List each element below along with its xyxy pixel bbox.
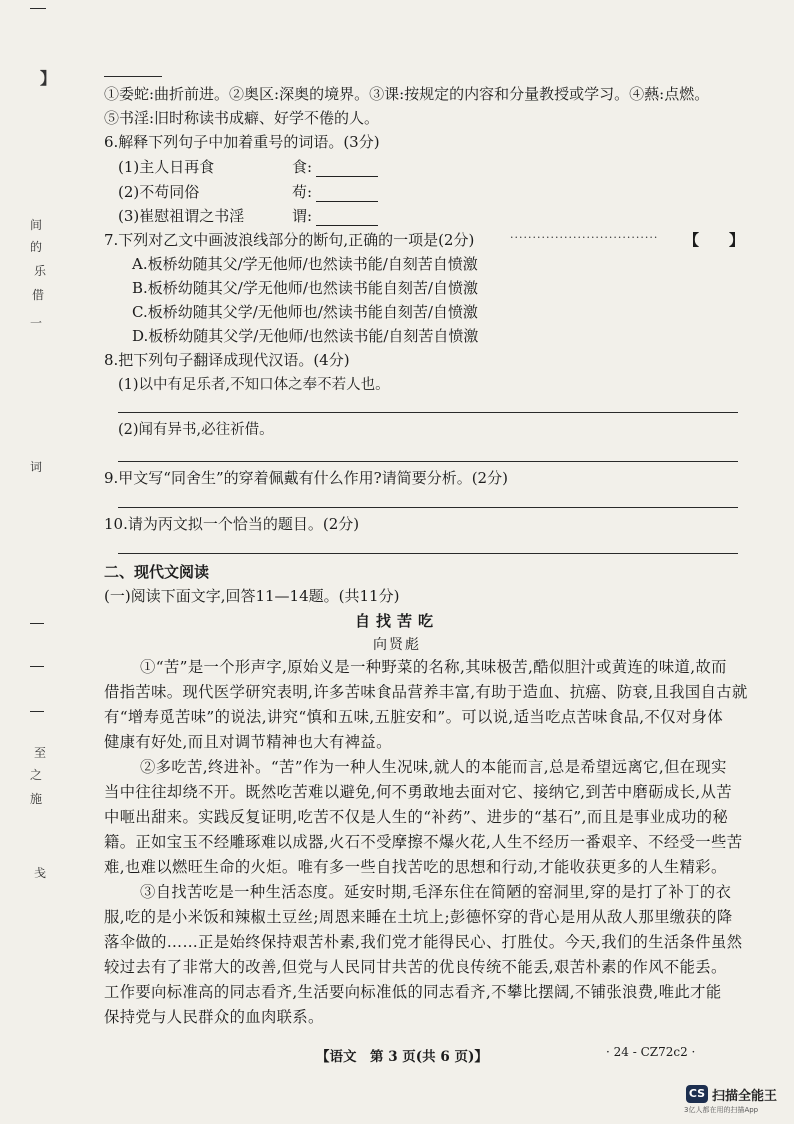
margin-char: 一 xyxy=(30,316,43,330)
answer-line[interactable] xyxy=(118,461,738,462)
q8-sentence-2: (2)闻有异书,必往祈借。 xyxy=(118,422,274,438)
answer-line[interactable] xyxy=(118,507,738,508)
para1-line: 有“增寿觅苦味”的说法,讲究“慎和五味,五脏安和”。可以说,适当吃点苦味食品,不仅对身体 xyxy=(104,708,724,726)
margin-char: 至 xyxy=(34,746,47,760)
q6-word: 食: xyxy=(292,158,313,176)
answer-line[interactable] xyxy=(118,553,738,554)
margin-char: 间 xyxy=(30,218,43,232)
answer-blank[interactable] xyxy=(316,209,378,226)
para1-line: ①“苦”是一个形声字,原始义是一种野菜的名称,其味极苦,酷似胆汁或黄连的味道,故而 xyxy=(140,658,727,676)
q7-option-b[interactable]: B.板桥幼随其父/学无他师/也然读书能自刻苦/自愤激 xyxy=(132,279,478,297)
para3-line: 工作要向标准高的同志看齐,生活要向标准低的同志看齐,不攀比摆阔,不铺张浪费,唯此才能 xyxy=(104,983,722,1001)
margin-char: 借 xyxy=(32,288,45,302)
margin-bracket: 】 xyxy=(40,69,57,88)
q6-stem: 6.解释下列句子中加着重号的词语。(3分) xyxy=(104,133,380,151)
section2-heading: 二、现代文阅读 xyxy=(104,563,210,581)
q8-sentence-1: (1)以中有足乐者,不知口体之奉不若人也。 xyxy=(118,377,390,393)
para2-line: 当中往往却绕不开。既然吃苦难以避免,何不勇敢地去面对它、接纳它,到苦中磨砺成长,从苦 xyxy=(104,783,732,801)
margin-dash xyxy=(30,711,44,712)
para2-line: 中咂出甜来。实践反复证明,吃苦不仅是人生的“补药”、进步的“基石”,而且是事业成功的秘 xyxy=(104,808,729,826)
page-footer: 【语文 第 3 页(共 6 页)】 xyxy=(316,1049,488,1065)
para3-line: 保持党与人民群众的血肉联系。 xyxy=(104,1008,324,1026)
q6-sentence: (3)崔慰祖谓之书淫 xyxy=(118,207,245,225)
q7-leader-dots: ································· xyxy=(510,231,659,244)
answer-line[interactable] xyxy=(118,412,738,413)
margin-char: 的 xyxy=(30,240,43,254)
notes-line-2: ⑤书淫:旧时称读书成癖、好学不倦的人。 xyxy=(104,109,380,127)
margin-dash xyxy=(30,666,44,667)
q6-word: 谓: xyxy=(292,207,313,225)
answer-blank[interactable] xyxy=(316,185,378,202)
margin-char: 施 xyxy=(30,792,43,806)
scanner-brand: 扫描全能王 xyxy=(712,1089,778,1104)
q8-stem: 8.把下列句子翻译成现代汉语。(4分) xyxy=(104,351,350,369)
q6-item-2 xyxy=(118,182,199,202)
answer-blank[interactable] xyxy=(316,160,378,177)
q10-stem: 10.请为丙文拟一个恰当的题目。(2分) xyxy=(104,515,360,533)
paper-code: · 24 - CZ72c2 · xyxy=(606,1045,696,1059)
q6-item-1 xyxy=(118,157,214,177)
para3-line: 落伞做的……正是始终保持艰苦朴素,我们党才能得民心、打胜仗。今天,我们的生活条件虽然 xyxy=(104,933,743,951)
q7-answer-bracket[interactable]: 【 】 xyxy=(684,231,745,249)
q6-answer-3[interactable] xyxy=(292,206,378,226)
para1-line: 健康有好处,而且对调节精神也大有裨益。 xyxy=(104,733,392,751)
q7-option-d[interactable]: D.板桥幼随其父学/无他师/也然读书能/自刻苦自愤激 xyxy=(132,327,479,345)
margin-char: 词 xyxy=(30,460,43,474)
margin-char: 乐 xyxy=(34,264,47,278)
margin-char: 戋 xyxy=(34,866,47,880)
q6-item-3 xyxy=(118,206,244,226)
notes-line-1: ①委蛇:曲折前进。②奥区:深奥的境界。③课:按规定的内容和分量教授或学习。④爇:点燃。 xyxy=(104,85,710,103)
q6-sentence: (2)不苟同俗 xyxy=(118,183,200,201)
q6-sentence: (1)主人日再食 xyxy=(118,158,215,176)
article-author: 向贤彪 xyxy=(373,637,421,653)
para3-line: 较过去有了非常大的改善,但党与人民同甘共苦的优良传统不能丢,艰苦朴素的作风不能丢。 xyxy=(104,958,727,976)
para3-line: 服,吃的是小米饭和辣椒土豆丝;周恩来睡在土坑上;彭德怀穿的背心是用从敌人那里缴获的降 xyxy=(104,908,733,926)
scanner-tagline: 3亿人都在用的扫描App xyxy=(684,1106,759,1114)
q7-stem: 7.下列对乙文中画波浪线部分的断句,正确的一项是(2分) xyxy=(104,231,475,249)
para2-line: 难,也难以燃旺生命的火炬。唯有多一些自找苦吃的思想和行动,才能收获更多的人生精彩。 xyxy=(104,858,727,876)
q6-answer-2[interactable] xyxy=(292,182,378,202)
q6-word: 苟: xyxy=(292,183,313,201)
margin-char: 之 xyxy=(30,768,43,782)
para1-line: 借指苦味。现代医学研究表明,许多苦味食品营养丰富,有助于造血、抗癌、防衰,且我国自古就 xyxy=(104,683,748,701)
q7-option-c[interactable]: C.板桥幼随其父学/无他师也/然读书能自刻苦/自愤激 xyxy=(132,303,478,321)
q6-answer-1[interactable] xyxy=(292,157,378,177)
section2-instructions: (一)阅读下面文字,回答11—14题。(共11分) xyxy=(104,587,400,605)
para2-line: 籍。正如宝玉不经雕琢难以成器,火石不受摩擦不爆火花,人生不经历一番艰辛、不经受一些苦 xyxy=(104,833,743,851)
article-title: 自找苦吃 xyxy=(354,612,439,630)
margin-dash xyxy=(30,8,46,9)
q9-stem: 9.甲文写“同舍生”的穿着佩戴有什么作用?请简要分析。(2分) xyxy=(104,469,508,487)
notes-divider xyxy=(104,76,162,77)
para3-line: ③自找苦吃是一种生活态度。延安时期,毛泽东住在简陋的窑洞里,穿的是打了补丁的衣 xyxy=(140,883,732,901)
q7-option-a[interactable]: A.板桥幼随其父/学无他师/也然读书能/自刻苦自愤激 xyxy=(132,255,478,273)
para2-line: ②多吃苦,终进补。“苦”作为一种人生况味,就人的本能而言,总是希望远离它,但在现实 xyxy=(140,758,727,776)
scanner-logo-icon: CS xyxy=(686,1085,708,1103)
